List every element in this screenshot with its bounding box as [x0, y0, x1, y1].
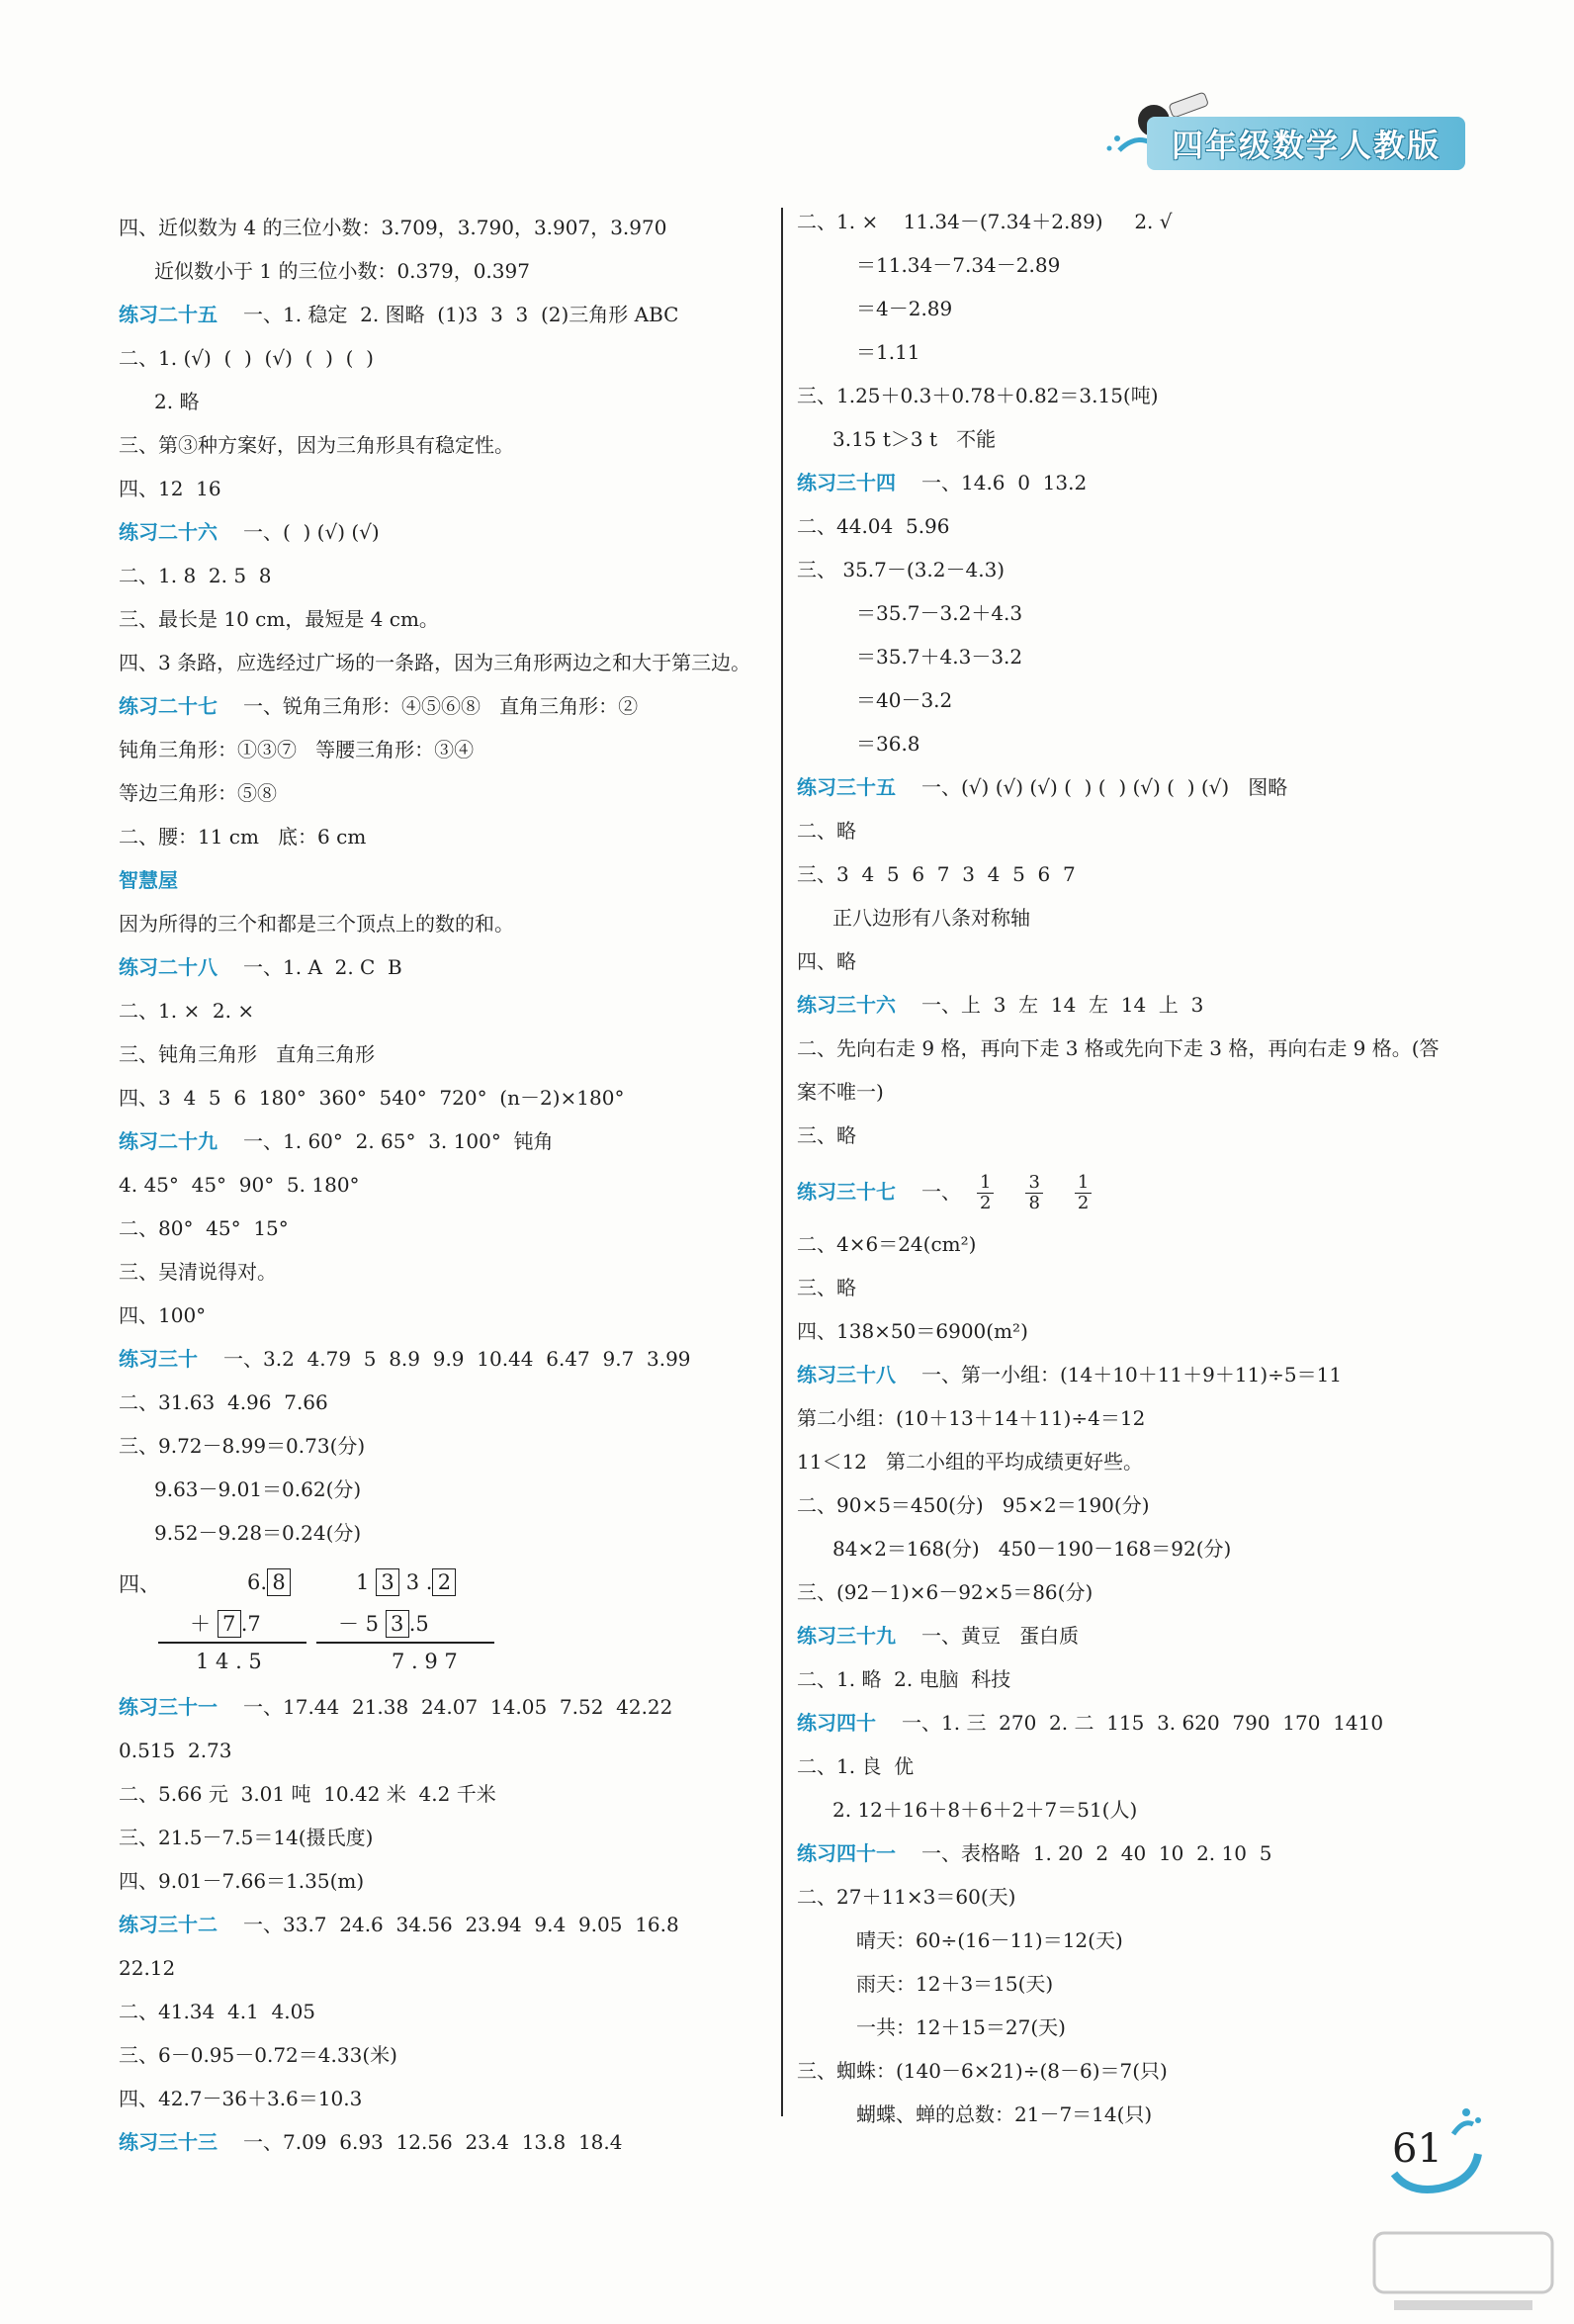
answer-text: 一、	[921, 1180, 961, 1204]
answer-line: 2. 略	[154, 390, 200, 413]
answer-line: ＝40－3.2	[856, 688, 953, 712]
answer-line: 第二小组：(10＋13＋14＋11)÷4＝12	[797, 1406, 1146, 1430]
exercise-row	[119, 303, 678, 326]
answer-line: 三、略	[797, 1123, 856, 1147]
answer-line: 二、80° 45° 15°	[119, 1216, 289, 1240]
answer-line: 84×2＝168(分) 450－190－168＝92(分)	[832, 1537, 1232, 1561]
exercise-row	[797, 471, 1087, 494]
answer-text: 一、7.09 6.93 12.56 23.4 13.8 18.4	[243, 2130, 623, 2154]
exercise-heading: 练习四十	[797, 1711, 876, 1735]
answer-line: 二、先向右走 9 格，再向下走 3 格或先向下走 3 格，再向右走 9 格。(答	[797, 1036, 1440, 1060]
answer-line: 二、1. × 11.34－(7.34＋2.89) 2. √	[797, 210, 1173, 233]
difference-line	[316, 1642, 494, 1644]
answer-line: 三、 35.7－(3.2－4.3)	[797, 558, 1006, 581]
answer-line: 四、138×50＝6900(m²)	[797, 1319, 1028, 1343]
answer-line: 四、12 16	[119, 477, 221, 500]
answer-box: 8	[267, 1568, 291, 1596]
exercise-heading: 练习三十二	[119, 1913, 218, 1936]
exercise-heading: 练习二十九	[119, 1129, 218, 1153]
answer-line: 正八边形有八条对称轴	[832, 906, 1030, 930]
answer-line: 二、略	[797, 819, 856, 843]
exercise-row	[119, 1913, 679, 1936]
section-heading: 智慧屋	[119, 868, 178, 892]
exercise-heading: 练习三十	[119, 1347, 198, 1371]
answer-line: 二、41.34 4.1 4.05	[119, 2000, 316, 2023]
exercise-row	[797, 993, 1203, 1017]
answer-box: 7	[218, 1610, 241, 1638]
exercise-row	[119, 1695, 672, 1719]
arith-a-top: 6. 8	[247, 1568, 291, 1596]
exercise-heading: 练习三十四	[797, 471, 896, 494]
fraction: $\frac{1}{2}$	[977, 1173, 994, 1213]
answer-text: 一、1. A 2. C B	[243, 955, 402, 979]
exercise-heading: 练习三十五	[797, 775, 896, 799]
answer-text: 一、33.7 24.6 34.56 23.94 9.4 9.05 16.8	[243, 1913, 679, 1936]
exercise-row	[119, 694, 638, 718]
answer-line: ＝35.7－3.2＋4.3	[856, 601, 1023, 625]
exercise-row	[797, 1167, 1107, 1216]
answer-line: 近似数小于 1 的三位小数：0.379，0.397	[154, 259, 530, 283]
answer-line: 四、42.7－36＋3.6＝10.3	[119, 2087, 363, 2110]
answer-line: ＝11.34－7.34－2.89	[856, 253, 1061, 277]
answer-line: 三、第③种方案好，因为三角形具有稳定性。	[119, 433, 514, 457]
answer-line: 一共：12＋15＝27(天)	[856, 2015, 1066, 2039]
answer-line: 0.515 2.73	[119, 1739, 232, 1762]
exercise-heading: 练习三十九	[797, 1624, 896, 1648]
arith-label: 四、	[119, 1572, 160, 1596]
answer-line: 三、略	[797, 1276, 856, 1299]
answer-line: 四、3 4 5 6 180° 360° 540° 720° (n－2)×180°	[119, 1086, 625, 1110]
answer-box: 2	[432, 1568, 456, 1596]
answer-line: 等边三角形：⑤⑧	[119, 781, 277, 805]
answer-text: 一、表格略 1. 20 2 40 10 2. 10 5	[921, 1841, 1272, 1865]
answer-line: 三、21.5－7.5＝14(摄氏度)	[119, 1826, 374, 1849]
answer-line: 晴天：60÷(16－11)＝12(天)	[856, 1928, 1123, 1952]
exercise-heading: 练习三十七	[797, 1180, 896, 1204]
exercise-row	[119, 2130, 623, 2154]
column-divider	[781, 208, 783, 2116]
answer-line: 三、钝角三角形 直角三角形	[119, 1042, 376, 1066]
answer-text: 一、1. 稳定 2. 图略 (1)3 3 3 (2)三角形 ABC	[243, 303, 679, 326]
answer-line: 22.12	[119, 1956, 176, 1980]
answer-text: 一、第一小组：(14＋10＋11＋9＋11)÷5＝11	[921, 1363, 1343, 1386]
answer-line: 案不唯一)	[797, 1080, 884, 1104]
exercise-row	[119, 955, 402, 979]
answer-text: 一、14.6 0 13.2	[921, 471, 1088, 494]
answer-line: 三、3 4 5 6 7 3 4 5 6 7	[797, 862, 1076, 886]
answer-line: 四、3 条路，应选经过广场的一条路，因为三角形两边之和大于第三边。	[119, 651, 751, 674]
answer-line: 四、100°	[119, 1303, 207, 1327]
answer-line: 三、9.72－8.99＝0.73(分)	[119, 1434, 366, 1458]
answer-line: 三、蜘蛛：(140－6×21)÷(8－6)＝7(只)	[797, 2059, 1168, 2083]
answer-line: 9.52－9.28＝0.24(分)	[154, 1521, 362, 1545]
answer-text: 一、17.44 21.38 24.07 14.05 7.52 42.22	[243, 1695, 673, 1719]
answer-line: 二、5.66 元 3.01 吨 10.42 米 4.2 千米	[119, 1782, 496, 1806]
answer-line: 二、44.04 5.96	[797, 514, 950, 538]
exercise-row	[119, 520, 380, 544]
exercise-row	[797, 1363, 1342, 1386]
arith-a-mid: ＋ 7 .7	[190, 1612, 261, 1636]
page-number: 61	[1392, 2126, 1443, 2172]
answer-line: 二、90×5＝450(分) 95×2＝190(分)	[797, 1493, 1150, 1517]
answer-line: ＝35.7＋4.3－3.2	[856, 645, 1023, 669]
answer-line: 钝角三角形：①③⑦ 等腰三角形：③④	[119, 738, 475, 761]
answer-line: ＝4－2.89	[856, 297, 953, 320]
watermark-logo	[1364, 2223, 1562, 2322]
answer-line: 雨天：12＋3＝15(天)	[856, 1972, 1054, 1996]
exercise-heading: 练习三十一	[119, 1695, 218, 1719]
answer-line: 四、略	[797, 949, 856, 973]
answer-line: 2. 12＋16＋8＋6＋2＋7＝51(人)	[832, 1798, 1138, 1822]
exercise-heading: 练习二十八	[119, 955, 218, 979]
exercise-heading: 练习三十三	[119, 2130, 218, 2154]
answer-text: 一、锐角三角形：④⑤⑥⑧ 直角三角形：②	[243, 694, 639, 718]
exercise-row	[797, 1624, 1079, 1648]
answer-line: 三、最长是 10 cm，最短是 4 cm。	[119, 607, 439, 631]
answer-box: 3	[376, 1568, 399, 1596]
exercise-heading: 练习二十五	[119, 303, 218, 326]
answer-line: ＝36.8	[856, 732, 920, 756]
answer-line: 二、31.63 4.96 7.66	[119, 1390, 328, 1414]
exercise-heading: 练习三十八	[797, 1363, 896, 1386]
answer-line: 四、9.01－7.66＝1.35(m)	[119, 1869, 365, 1893]
answer-text: 一、3.2 4.79 5 8.9 9.9 10.44 6.47 9.7 3.99	[223, 1347, 691, 1371]
answer-text: 一、(√) (√) (√) ( ) ( ) (√) ( ) (√) 图略	[921, 775, 1288, 799]
answer-line: 11＜12 第二小组的平均成绩更好些。	[797, 1450, 1143, 1474]
answer-line: 二、27＋11×3＝60(天)	[797, 1885, 1016, 1909]
answer-line: 蝴蝶、蝉的总数：21－7＝14(只)	[856, 2102, 1153, 2126]
answer-box: 3	[386, 1610, 409, 1638]
arith-a-result: 1 4 . 5	[196, 1650, 262, 1673]
answer-text: 一、1. 三 270 2. 二 115 3. 620 790 170 1410	[902, 1711, 1384, 1735]
exercise-row	[797, 775, 1287, 799]
answer-line: 三、1.25＋0.3＋0.78＋0.82＝3.15(吨)	[797, 384, 1159, 407]
fraction: $\frac{3}{8}$	[1025, 1173, 1042, 1213]
arith-b-mid: － 5 3 .5	[338, 1612, 429, 1636]
answer-line: 二、4×6＝24(cm²)	[797, 1232, 977, 1256]
arith-b-result: 7 . 9 7	[392, 1650, 458, 1673]
answer-line: 二、1. 略 2. 电脑 科技	[797, 1667, 1011, 1691]
header-title: 四年级数学人教版	[1171, 127, 1441, 164]
exercise-row	[797, 1841, 1271, 1865]
exercise-heading: 练习四十一	[797, 1841, 896, 1865]
exercise-heading: 练习二十七	[119, 694, 218, 718]
answer-line: 3.15 t＞3 t 不能	[832, 427, 997, 451]
answer-line: 四、近似数为 4 的三位小数：3.709，3.790，3.907，3.970	[119, 216, 667, 239]
answer-line: ＝1.11	[856, 340, 920, 364]
exercise-heading: 练习三十六	[797, 993, 896, 1017]
answer-text: 一、1. 60° 2. 65° 3. 100° 钝角	[243, 1129, 554, 1153]
answer-line: 二、1. × 2. ×	[119, 999, 255, 1023]
exercise-row	[119, 868, 204, 892]
header-badge	[1147, 117, 1465, 170]
arith-b-top: 1 3 3 . 2	[356, 1568, 456, 1596]
answer-line: 三、(92－1)×6－92×5＝86(分)	[797, 1580, 1093, 1604]
answer-line: 二、1. 8 2. 5 8	[119, 564, 272, 587]
answer-line: 二、1. (√) ( ) (√) ( ) ( )	[119, 346, 374, 370]
exercise-heading: 练习二十六	[119, 520, 218, 544]
sum-line	[158, 1642, 306, 1644]
answer-text: 一、( ) (√) (√)	[243, 520, 380, 544]
answer-line: 因为所得的三个和都是三个顶点上的数的和。	[119, 912, 514, 936]
answer-text: 一、上 3 左 14 左 14 上 3	[921, 993, 1204, 1017]
fraction: $\frac{1}{2}$	[1075, 1173, 1092, 1213]
exercise-row	[119, 1129, 554, 1153]
answer-line: 4. 45° 45° 90° 5. 180°	[119, 1173, 360, 1197]
answer-line: 三、6－0.95－0.72＝4.33(米)	[119, 2043, 397, 2067]
exercise-row	[797, 1711, 1383, 1735]
answer-line: 二、1. 良 优	[797, 1754, 915, 1778]
exercise-row	[119, 1347, 691, 1371]
answer-line: 9.63－9.01＝0.62(分)	[154, 1477, 362, 1501]
answer-text: 一、黄豆 蛋白质	[921, 1624, 1080, 1648]
answer-line: 二、腰：11 cm 底：6 cm	[119, 825, 367, 849]
answer-line: 三、吴清说得对。	[119, 1260, 277, 1284]
